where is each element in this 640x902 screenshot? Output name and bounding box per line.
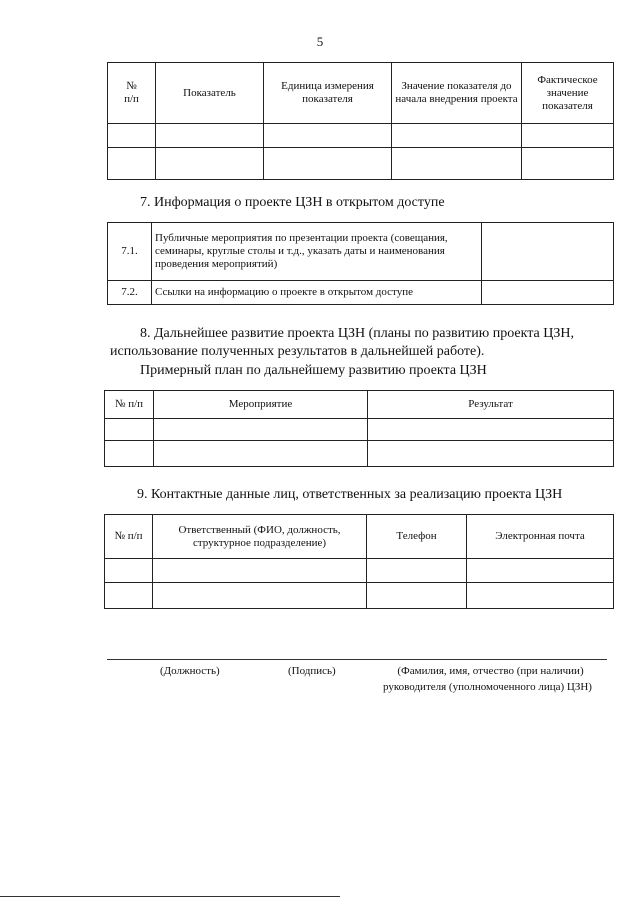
position-label: (Должность) xyxy=(160,665,220,677)
table-row xyxy=(105,559,614,583)
indicators-table xyxy=(107,62,614,180)
public-info-table xyxy=(107,222,614,305)
table-cell[interactable] xyxy=(264,124,392,148)
indicators-header-actual: Фактическое значение показателя xyxy=(522,63,614,124)
contacts-header-num: № п/п xyxy=(105,515,153,559)
plan-header-result: Результат xyxy=(368,391,614,419)
table-cell[interactable] xyxy=(105,441,154,467)
table-cell[interactable] xyxy=(153,559,367,583)
table-cell[interactable] xyxy=(467,559,614,583)
table-cell[interactable] xyxy=(368,441,614,467)
contacts-header-email: Электронная почта xyxy=(467,515,614,559)
table-cell[interactable] xyxy=(522,124,614,148)
table-row xyxy=(105,441,614,467)
table-cell[interactable] xyxy=(153,583,367,609)
table-cell[interactable] xyxy=(482,223,614,281)
table-cell[interactable] xyxy=(368,419,614,441)
table-cell[interactable] xyxy=(522,148,614,180)
row-number: 7.2. xyxy=(108,281,152,305)
footnote-separator xyxy=(0,896,340,897)
table-cell[interactable] xyxy=(392,124,522,148)
table-cell[interactable] xyxy=(367,583,467,609)
section7-heading: 7. Информация о проекте ЦЗН в открытом доступе xyxy=(140,195,445,210)
indicators-header-value-before: Значение показателя до начала внедрения проекта xyxy=(392,63,522,124)
table-cell[interactable] xyxy=(154,419,368,441)
table-cell[interactable] xyxy=(105,419,154,441)
table-cell[interactable] xyxy=(108,124,156,148)
name-label-line2: руководителя (уполномоченного лица) ЦЗН) xyxy=(383,681,592,693)
table-cell[interactable] xyxy=(264,148,392,180)
table-row xyxy=(108,281,614,305)
table-cell[interactable] xyxy=(392,148,522,180)
section8-subheading: Примерный план по дальнейшему развитию проекта ЦЗН xyxy=(140,363,487,378)
development-plan-table xyxy=(104,390,614,467)
table-row xyxy=(108,124,614,148)
table-row xyxy=(108,148,614,180)
indicators-header-unit: Единица измерения показателя xyxy=(264,63,392,124)
table-row xyxy=(105,419,614,441)
section8-line1: 8. Дальнейшее развитие проекта ЦЗН (планы по развитию проекта ЦЗН, xyxy=(140,326,574,341)
table-cell[interactable] xyxy=(154,441,368,467)
contacts-header-responsible: Ответственный (ФИО, должность, структурное подразделение) xyxy=(153,515,367,559)
table-cell[interactable] xyxy=(156,148,264,180)
table-row xyxy=(108,223,614,281)
section8-line2: использование полученных результатов в дальнейшей работе). xyxy=(110,344,485,359)
table-cell[interactable] xyxy=(108,148,156,180)
table-cell[interactable] xyxy=(105,583,153,609)
table-cell[interactable] xyxy=(367,559,467,583)
name-label-line1: (Фамилия, имя, отчество (при наличии) xyxy=(397,665,584,677)
page-number: 5 xyxy=(316,34,324,49)
plan-header-event: Мероприятие xyxy=(154,391,368,419)
table-cell[interactable] xyxy=(482,281,614,305)
signature-line xyxy=(107,659,607,660)
row-text: Публичные мероприятия по презентации проекта (совещания, семинары, круглые столы и т.д., указать даты и наименования проведения мероприятий) xyxy=(152,223,482,281)
table-cell[interactable] xyxy=(467,583,614,609)
table-row xyxy=(105,583,614,609)
plan-header-num: № п/п xyxy=(105,391,154,419)
indicators-header-indicator: Показатель xyxy=(156,63,264,124)
indicators-header-num: № п/п xyxy=(108,63,156,124)
table-cell[interactable] xyxy=(105,559,153,583)
contacts-table xyxy=(104,514,614,609)
signature-label: (Подпись) xyxy=(288,665,336,677)
section9-heading: 9. Контактные данные лиц, ответственных за реализацию проекта ЦЗН xyxy=(137,487,563,502)
contacts-header-phone: Телефон xyxy=(367,515,467,559)
row-number: 7.1. xyxy=(108,223,152,281)
table-cell[interactable] xyxy=(156,124,264,148)
row-text: Ссылки на информацию о проекте в открытом доступе xyxy=(152,281,482,305)
